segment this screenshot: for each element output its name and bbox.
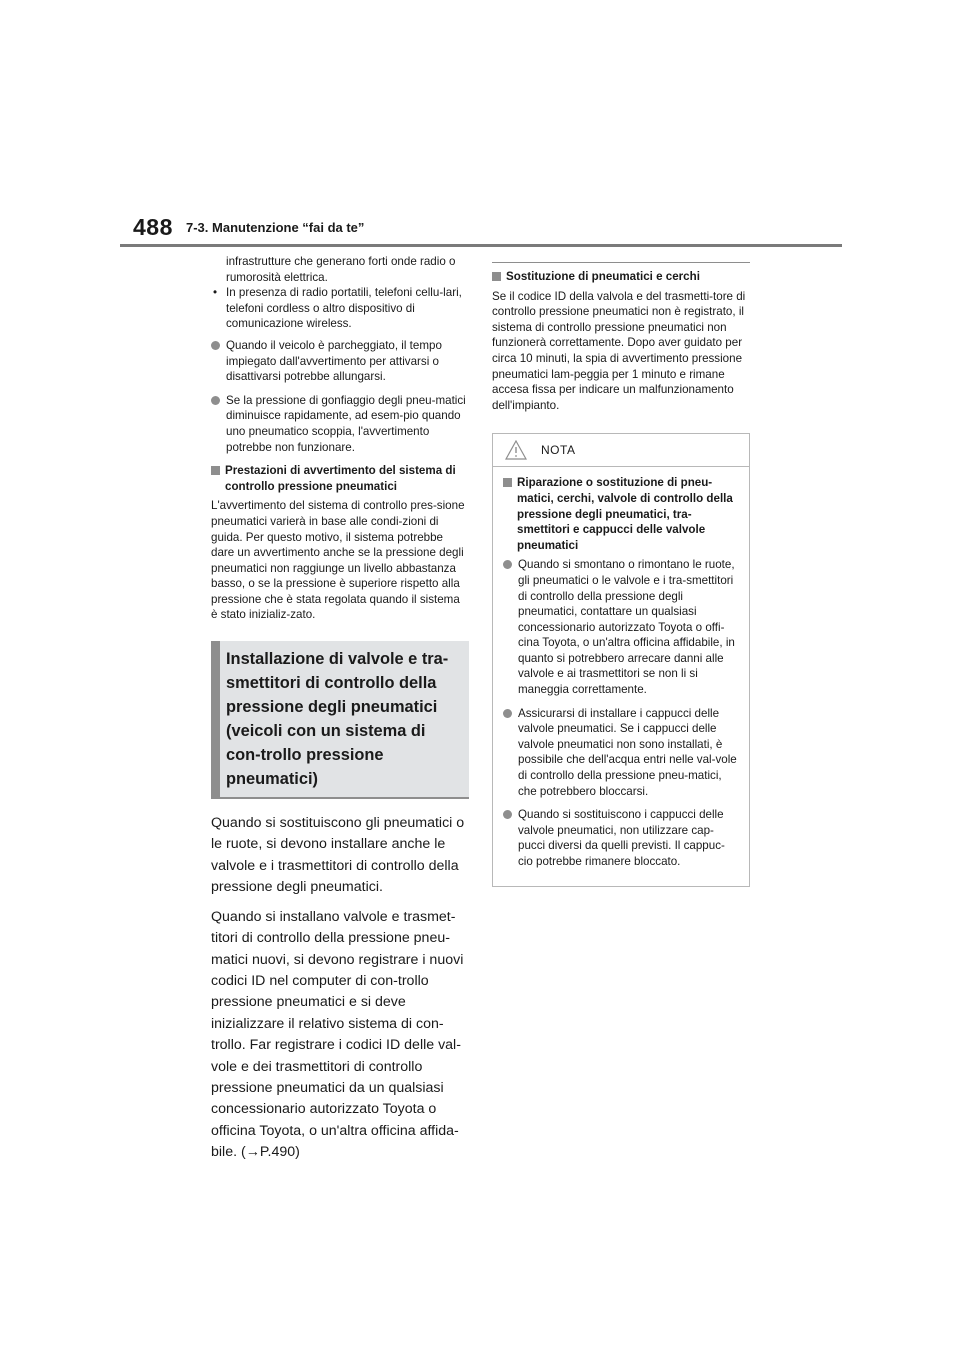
circle-bullet-icon (503, 810, 512, 819)
circle-bullet-text: Se la pressione di gonfiaggio degli pneu-matici diminuisce rapidamente, ad esem-pio quando uno pneumatico scoppia, l'avvertimento potrebbe non funzionare. (226, 393, 466, 454)
nota-bullet-item (503, 807, 739, 869)
circle-bullet-icon (211, 341, 220, 350)
circle-bullet-text: Quando il veicolo è parcheggiato, il tempo impiegato dall'avvertimento per attivarsi o disattivarsi potrebbe allungarsi. (226, 338, 442, 384)
circle-bullet-item (211, 393, 469, 455)
nota-bullet-text: Assicurarsi di installare i cappucci delle valvole pneumatici. Se i cappucci delle valvole pneumatici non sono installati, è possibile che dell'acqua entri nelle val-vole di controllo della pressione pneu-matici, che potrebbero bloccarsi. (518, 706, 737, 798)
body-paragraph-2: Quando si installano valvole e trasmet-titori di controllo della pressione pneu-matici nuovi, si devono registrare i nuovi codici ID nel computer di con-trollo pressione pneumatici e si deve inizializzare il relativo sistema di con-trollo. Far registrare i codici ID delle val-vole e dei trasmettitori di controllo pressione pneumatici da un qualsiasi concessionario autorizzato Toyota o officina Toyota, o un'altra officina affida-bile. (→P.490) (211, 908, 464, 1161)
circle-bullet-icon (503, 709, 512, 718)
body-paragraph-1: Quando si sostituiscono gli pneumatici o le ruote, si devono installare anche le valvole e i trasmettitori di controllo della pressione degli pneumatici. (211, 815, 465, 896)
right-column (492, 262, 750, 887)
dash-bullet-item (211, 285, 469, 332)
dash-bullet-icon: • (213, 286, 218, 300)
nota-header (493, 434, 749, 467)
square-bullet-icon (492, 272, 501, 281)
replacement-text: Se il codice ID della valvola e del trasmetti-tore di controllo pressione pneumatici non è registrato, il sistema di controllo pressione pneumatici non funzionerà correttamente. Dopo aver guidato per circa 10 minuti, la spia di avvertimento pressione pneumatici lam-peggia per 1 minuto e rimane accesa fissa per indicare un malfunzionamento dell'impianto. (492, 289, 746, 412)
installation-box-heading: Installazione di valvole e tra-smettitori di controllo della pressione degli pneumatici (veicoli con un sistema di con-trollo pressione pneumatici) (211, 641, 469, 799)
circle-bullet-icon (211, 396, 220, 405)
circle-bullet-item (211, 338, 469, 385)
nota-bullet-item (503, 557, 739, 697)
nota-heading (503, 475, 739, 553)
nota-label: NOTA (541, 442, 576, 457)
section-title: 7-3. Manutenzione “fai da te” (186, 220, 365, 235)
performance-heading-text: Prestazioni di avvertimento del sistema di controllo pressione pneumatici (225, 464, 456, 493)
circle-bullet-icon (503, 560, 512, 569)
performance-heading (211, 463, 469, 494)
section-divider (492, 262, 750, 263)
left-column (211, 254, 469, 1172)
warning-triangle-icon (505, 440, 527, 460)
nota-bullet-text: Quando si sostituiscono i cappucci delle valvole pneumatici, non utilizzare cap-pucci diversi da quelli previsti. Il cappuc-cio potrebbe rimanere bloccato. (518, 808, 725, 868)
square-bullet-icon (211, 466, 220, 475)
header-rule (120, 244, 842, 247)
square-bullet-icon (503, 478, 512, 487)
nota-bullet-text: Quando si smontano o rimontano le ruote, gli pneumatici o le valvole e i tra-smettitori di controllo della pressione degli pneumatici, contattare un qualsiasi concessionario autorizzato Toyota o offi-cina Toyota, o un'altra officina affidabile, in quanto si potrebbero arrecare danni alle valvole e ai trasmettitori se non li si maneggia correttamente. (518, 558, 735, 697)
replacement-heading (492, 269, 750, 285)
nota-heading-text: Riparazione o sostituzione di pneu-matici, cerchi, valvole di controllo della pressione degli pneumatici, tra-smettitori e cappucci delle valvole pneumatici (517, 476, 733, 552)
page-number: 488 (133, 214, 173, 240)
nota-bullet-item (503, 706, 739, 800)
replacement-heading-text: Sostituzione di pneumatici e cerchi (506, 270, 700, 283)
nota-box (492, 433, 750, 886)
performance-text: L'avvertimento del sistema di controllo pres-sione pneumatici varierà in base alle condi-zioni di guida. Per questo motivo, il sistema potrebbe dare un avvertimento anche se la pressione degli pneumatici non raggiunge un livello abbastanza basso, o se la pressione è superiore rispetto alla pressione che è stata regolata quando il sistema è stato inizializ-zato. (211, 499, 465, 622)
dash-bullet-text: In presenza di radio portatili, telefoni cellu-lari, telefoni cordless o altro dispositivo di comunicazione wireless. (226, 286, 462, 331)
intro-continued: infrastrutture che generano forti onde radio o rumorosità elettrica. (226, 255, 456, 284)
